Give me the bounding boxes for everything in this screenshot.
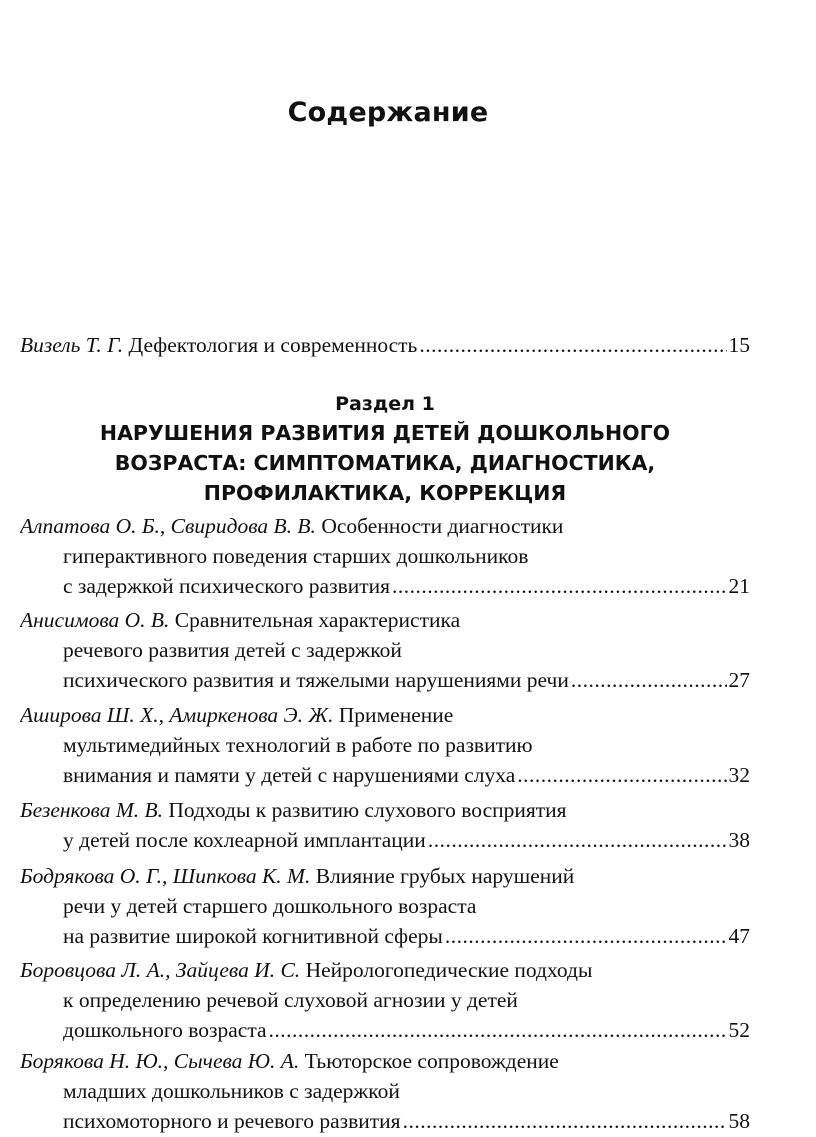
- toc-entry-title: на развитие широкой когнитивной сферы: [63, 924, 443, 948]
- toc-page-number: 38: [728, 828, 750, 852]
- toc-entry-title: Тьюторское сопровождение: [304, 1049, 559, 1073]
- section-title-line: ВОЗРАСТА: СИМПТОМАТИКА, ДИАГНОСТИКА,: [114, 451, 656, 475]
- toc-page-number: 52: [728, 1018, 750, 1042]
- dot-leader: [571, 665, 727, 695]
- toc-entry[interactable]: [20, 955, 750, 1045]
- toc-page-number: 32: [728, 763, 750, 787]
- section-label: Раздел 1: [335, 393, 435, 415]
- dot-leader: [403, 1106, 727, 1136]
- section-heading: [20, 390, 750, 508]
- dot-leader: [517, 760, 726, 790]
- toc-entry-title: гиперактивного поведения старших дошкольников: [63, 544, 529, 568]
- page-title: Содержание: [287, 97, 489, 128]
- toc-entry-title: психомоторного и речевого развития: [63, 1109, 401, 1133]
- toc-entry-intro[interactable]: [20, 330, 750, 360]
- toc-page-number: 27: [728, 668, 750, 692]
- toc-entry-authors: Боровцова Л. А., Зайцева И. С.: [20, 958, 301, 982]
- toc-entry[interactable]: [20, 1046, 750, 1136]
- toc-entry-title: Применение: [338, 703, 454, 727]
- toc-entry-title: Дефектология и современность: [128, 333, 418, 357]
- toc-page-number: 15: [728, 333, 750, 357]
- dot-leader: [445, 921, 727, 951]
- toc-entry-title: внимания и памяти у детей с нарушениями слуха: [63, 763, 516, 787]
- toc-entry-title: Подходы к развитию слухового восприятия: [168, 798, 567, 822]
- toc-entry-authors: Анисимова О. В.: [20, 608, 170, 632]
- toc-entry-authors: Визель Т. Г.: [20, 333, 124, 357]
- toc-entry-authors: Алпатова О. Б., Свиридова В. В.: [20, 514, 316, 538]
- toc-entry[interactable]: [20, 861, 750, 951]
- toc-entry[interactable]: [20, 511, 750, 601]
- toc-entry-title: речи у детей старшего дошкольного возраста: [63, 894, 477, 918]
- toc-entry[interactable]: [20, 605, 750, 695]
- section-title-line: ПРОФИЛАКТИКА, КОРРЕКЦИЯ: [203, 481, 567, 505]
- toc-entry-title: младших дошкольников с задержкой: [63, 1079, 400, 1103]
- toc-page-number: 21: [728, 574, 750, 598]
- toc-entry-authors: Борякова Н. Ю., Сычева Ю. А.: [20, 1049, 300, 1073]
- toc-entry-title: Влияние грубых нарушений: [315, 864, 575, 888]
- toc-entry-title: у детей после кохлеарной имплантации: [63, 828, 426, 852]
- dot-leader: [419, 330, 726, 360]
- toc-entry-title: к определению речевой слуховой агнозии у детей: [63, 988, 518, 1012]
- toc-entry-authors: Аширова Ш. Х., Амиркенова Э. Ж.: [20, 703, 334, 727]
- section-title-line: НАРУШЕНИЯ РАЗВИТИЯ ДЕТЕЙ ДОШКОЛЬНОГО: [99, 421, 671, 445]
- toc-entry-title: мультимедийных технологий в работе по развитию: [63, 733, 533, 757]
- toc-entry-line: [20, 330, 750, 360]
- toc-entry-title: психического развития и тяжелыми нарушениями речи: [63, 668, 569, 692]
- toc-entry-authors: Бодрякова О. Г., Шипкова К. М.: [20, 864, 311, 888]
- toc-entry-title: дошкольного возраста: [63, 1018, 267, 1042]
- toc-entry-title: с задержкой психического развития: [63, 574, 391, 598]
- toc-entry-title: Сравнительная характеристика: [174, 608, 461, 632]
- toc-page-number: 47: [728, 924, 750, 948]
- dot-leader: [428, 825, 727, 855]
- dot-leader: [392, 571, 726, 601]
- toc-entry[interactable]: [20, 700, 750, 790]
- toc-entry-title: речевого развития детей с задержкой: [63, 638, 402, 662]
- toc-entry-title: Особенности диагностики: [321, 514, 564, 538]
- toc-entry-title: Нейрологопедические подходы: [305, 958, 593, 982]
- toc-page-number: 58: [728, 1109, 750, 1133]
- toc-entry[interactable]: [20, 795, 750, 855]
- dot-leader: [269, 1015, 727, 1045]
- toc-entry-authors: Безенкова М. В.: [20, 798, 164, 822]
